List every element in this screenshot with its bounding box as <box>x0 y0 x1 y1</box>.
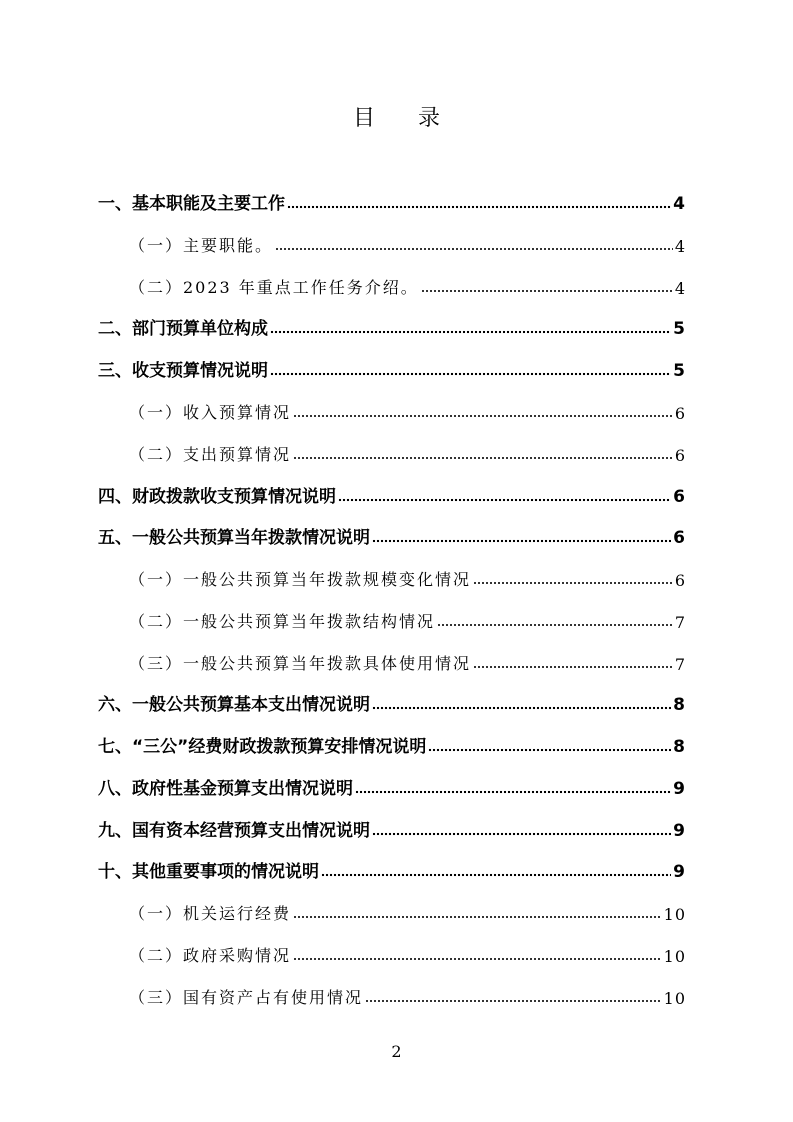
toc-dot-leader <box>275 235 673 251</box>
toc-section-entry[interactable] <box>98 520 686 548</box>
toc-page-number: 4 <box>674 237 686 256</box>
toc-dot-leader <box>473 569 673 585</box>
toc-page-number: 8 <box>673 737 686 757</box>
toc-subsection-entry[interactable] <box>129 980 686 1008</box>
toc-entry-text: （三）国有资产占有使用情况 <box>129 988 364 1007</box>
toc-page-number: 10 <box>663 905 686 924</box>
toc-page-number: 7 <box>674 655 686 674</box>
toc-dot-leader <box>372 527 671 543</box>
toc-dot-leader <box>293 444 673 460</box>
toc-entry-text: 四、财政拨款收支预算情况说明 <box>98 487 336 507</box>
toc-dot-leader <box>293 402 673 418</box>
toc-entry-text: （二）支出预算情况 <box>129 445 292 464</box>
toc-dot-leader <box>270 318 671 334</box>
toc-entry-text: （一）一般公共预算当年拨款规模变化情况 <box>129 570 472 589</box>
toc-page-number: 5 <box>673 319 686 339</box>
toc-entry-text: （二）2023 年重点工作任务介绍。 <box>129 278 419 297</box>
toc-dot-leader <box>355 778 671 794</box>
toc-entry-text: （二）政府采购情况 <box>129 946 292 965</box>
toc-entry-text: 七、“三公”经费财政拨款预算安排情况说明 <box>98 737 427 757</box>
toc-page-number: 4 <box>674 279 686 298</box>
toc-subsection-entry[interactable] <box>129 228 686 256</box>
toc-section-entry[interactable] <box>98 479 686 507</box>
toc-entry-text: 一、基本职能及主要工作 <box>98 194 285 214</box>
toc-dot-leader <box>270 360 671 376</box>
toc-dot-leader <box>372 694 671 710</box>
toc-entry-text: （一）机关运行经费 <box>129 904 292 923</box>
toc-section-entry[interactable] <box>98 729 686 757</box>
toc-page-number: 6 <box>674 446 686 465</box>
toc-section-entry[interactable] <box>98 186 686 214</box>
toc-page-number: 6 <box>674 571 686 590</box>
toc-subsection-entry[interactable] <box>129 604 686 632</box>
toc-page-number: 6 <box>673 487 686 507</box>
toc-subsection-entry[interactable] <box>129 896 686 924</box>
toc-page-number: 9 <box>673 862 686 882</box>
toc-page-number: 6 <box>674 404 686 423</box>
toc-entry-text: （一）收入预算情况 <box>129 403 292 422</box>
toc-subsection-entry[interactable] <box>129 938 686 966</box>
toc-dot-leader <box>338 486 671 502</box>
toc-page-number: 6 <box>673 528 686 548</box>
toc-dot-leader <box>437 611 673 627</box>
toc-dot-leader <box>293 903 662 919</box>
toc-entry-text: （三）一般公共预算当年拨款具体使用情况 <box>129 654 472 673</box>
toc-entry-text: （一）主要职能。 <box>129 236 274 255</box>
page-number: 2 <box>391 1042 402 1061</box>
toc-subsection-entry[interactable] <box>129 395 686 423</box>
toc-dot-leader <box>321 861 671 877</box>
toc-page-number: 4 <box>673 194 686 214</box>
toc-page-number: 7 <box>674 613 686 632</box>
toc-entry-text: 五、一般公共预算当年拨款情况说明 <box>98 528 370 548</box>
toc-section-entry[interactable] <box>98 311 686 339</box>
toc-section-entry[interactable] <box>98 813 686 841</box>
toc-page-number: 8 <box>673 695 686 715</box>
toc-entry-text: 八、政府性基金预算支出情况说明 <box>98 779 353 799</box>
toc-section-entry[interactable] <box>98 353 686 381</box>
toc-dot-leader <box>473 653 673 669</box>
toc-page-number: 9 <box>673 779 686 799</box>
toc-subsection-entry[interactable] <box>129 437 686 465</box>
toc-page-number: 5 <box>673 361 686 381</box>
toc-dot-leader <box>293 945 662 961</box>
toc-subsection-entry[interactable] <box>129 270 686 298</box>
toc-subsection-entry[interactable] <box>129 646 686 674</box>
toc-entry-text: 二、部门预算单位构成 <box>98 319 268 339</box>
toc-dot-leader <box>428 736 671 752</box>
toc-entry-text: 九、国有资本经营预算支出情况说明 <box>98 821 370 841</box>
toc-subsection-entry[interactable] <box>129 562 686 590</box>
toc-dot-leader <box>421 277 673 293</box>
toc-page-number: 10 <box>663 989 686 1008</box>
toc-dot-leader <box>287 193 671 209</box>
toc-entry-text: 三、收支预算情况说明 <box>98 361 268 381</box>
toc-section-entry[interactable] <box>98 687 686 715</box>
toc-title: 目 录 <box>353 106 458 131</box>
toc-section-entry[interactable] <box>98 854 686 882</box>
toc-entry-text: 十、其他重要事项的情况说明 <box>98 862 319 882</box>
toc-section-entry[interactable] <box>98 771 686 799</box>
toc-entry-text: （二）一般公共预算当年拨款结构情况 <box>129 612 436 631</box>
toc-dot-leader <box>365 987 662 1003</box>
toc-page-number: 9 <box>673 821 686 841</box>
toc-entry-text: 六、一般公共预算基本支出情况说明 <box>98 695 370 715</box>
toc-dot-leader <box>372 820 671 836</box>
toc-page-number: 10 <box>663 947 686 966</box>
